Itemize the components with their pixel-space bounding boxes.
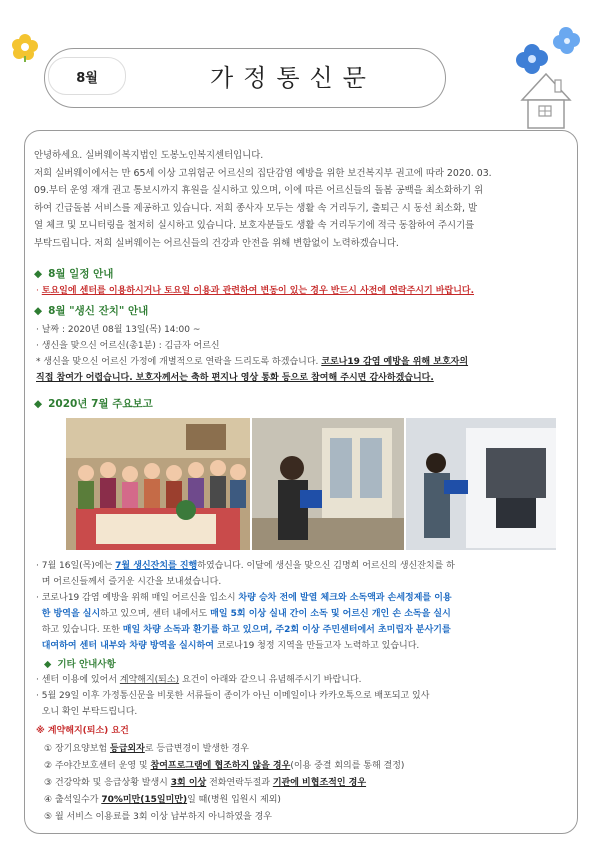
- page-title: 가정통신문: [210, 64, 376, 92]
- diamond-icon: ◆: [44, 659, 52, 670]
- section-birthday-title: ◆ 8월 "생신 잔치" 안내: [34, 305, 149, 317]
- section-schedule-title: ◆ 8월 일정 안내: [34, 268, 114, 280]
- section-other-title: ◆ 기타 안내사항: [44, 659, 116, 670]
- termination-item-2: ② 주야간보호센터 운영 및 참여프로그램에 협조하지 않을 경우(이용 중결 회의를 통해 결정): [44, 761, 405, 771]
- diamond-icon: ◆: [34, 398, 43, 410]
- photo-vehicle-disinfection: [406, 418, 556, 550]
- report-paragraph-2-line2: 한 방역을 실시하고 있으며, 센터 내에서도 매일 5회 이상 실내 간이 소독 및 어르신 개인 손 소독을 실시: [41, 609, 451, 619]
- report-paragraph-2-line4: 대여하여 센터 내부와 차량 방역을 실시하여 코로나19 청정 지역을 만들고자 노력하고 있습니다.: [41, 641, 420, 651]
- termination-item-3: ③ 건강악화 및 응급상황 발생시 3회 이상 전화연락두절과 기관에 비협조적인 경우: [44, 778, 367, 788]
- birthday-people: · 생신을 맞으신 어르신(총1분) : 김금자 어르신: [36, 341, 220, 351]
- report-paragraph-2-line3: 하고 있습니다. 또한 매일 차량 소독과 환기를 하고 있으며, 주2회 이상 주민센터에서 초미립자 분사기를: [41, 625, 451, 635]
- photo-disinfection-indoor: [252, 418, 404, 550]
- other-line-2: · 5월 29일 이후 가정통신문을 비롯한 서류들이 종이가 아닌 이메일이나 카카오톡으로 배포되고 있사: [36, 691, 430, 701]
- report-paragraph-1: · 7월 16일(목)에는 7월 생신잔치를 진행하였습니다. 이달에 생신을 맞으신 김명희 어르신의 생신잔치를 하: [36, 561, 455, 571]
- termination-item-1: ① 장기요양보험 등급외자로 등급변경이 발생한 경우: [44, 744, 249, 754]
- diamond-icon: ◆: [34, 268, 43, 280]
- house-flowers-icon: [510, 22, 590, 132]
- termination-item-5: ⑤ 월 서비스 이용료를 3회 이상 납부하지 아니하였을 경우: [44, 812, 272, 822]
- termination-item-4: ④ 출석일수가 70%미만(15일미만)일 때(병원 입원시 제외): [44, 795, 281, 805]
- birthday-date: · 날짜 : 2020년 08월 13일(목) 14:00 ~: [36, 325, 201, 335]
- diamond-icon: ◆: [34, 305, 43, 317]
- photo-birthday-party: [66, 418, 250, 550]
- birthday-note-cont: 직접 참여가 어렵습니다. 보호자께서는 축하 편지나 영상 통화 등으로 참여해 주시면 감사하겠습니다.: [36, 373, 434, 383]
- other-line-1: · 센터 이용에 있어서 계약해지(퇴소) 요건이 아래와 같으니 유념해주시기 바랍니다.: [36, 675, 362, 685]
- report-paragraph-1-cont: 며 어르신들께서 즐거운 시간을 보내셨습니다.: [41, 577, 222, 587]
- section-report-title: ◆ 2020년 7월 주요보고: [34, 398, 153, 410]
- other-line-3: 오니 확인 부탁드립니다.: [41, 707, 138, 717]
- month-badge: 8월: [48, 57, 126, 95]
- intro-paragraph: 안녕하세요. 실버웨이복지법인 도봉노인복지센터입니다. 저희 실버웨이에서는 만 65세 이상 고위험군 어르신의 집단감염 예방을 위한 보건복지부 권고에 따라 2020. 03. 09.부터 운영 재개 권고 통보시까지 휴원을 실시하고 있으며, 이에 따른 어르신들의 돌봄 공백을 최소화하기 위 하여 긴급돌봄 서비스를 제공하고 있습니다. 저희 종사자 모두는 생활 속 거리두기, 출퇴근 시 동선 최소화, 발 열 체크 및 모니터링을 철저히 실시하고 있습니다. 보호자분들도 생활 속 거리두기에 적극 동참하여 주시기를 부탁드립니다. 저희 실버웨이는 어르신들의 건강과 안전을 위해 변함없이 노력하겠습니다.: [34, 150, 492, 249]
- flower-icon: [10, 32, 40, 62]
- birthday-note: * 생신을 맞으신 어르신 가정에 개별적으로 연락을 드리도록 하겠습니다. 코로나19 감염 예방을 위해 보호자의: [36, 357, 469, 367]
- termination-title: ※ 계약해지(퇴소) 요건: [36, 726, 129, 736]
- report-paragraph-2: · 코로나19 감염 예방을 위해 매일 어르신을 입소시 차량 승차 전에 발열 체크와 소독액과 손세정제를 이용: [36, 593, 452, 603]
- schedule-note: · 토요일에 센터를 이용하시거나 토요일 이용과 관련하여 변동이 있는 경우 반드시 사전에 연락주시기 바랍니다.: [36, 286, 475, 296]
